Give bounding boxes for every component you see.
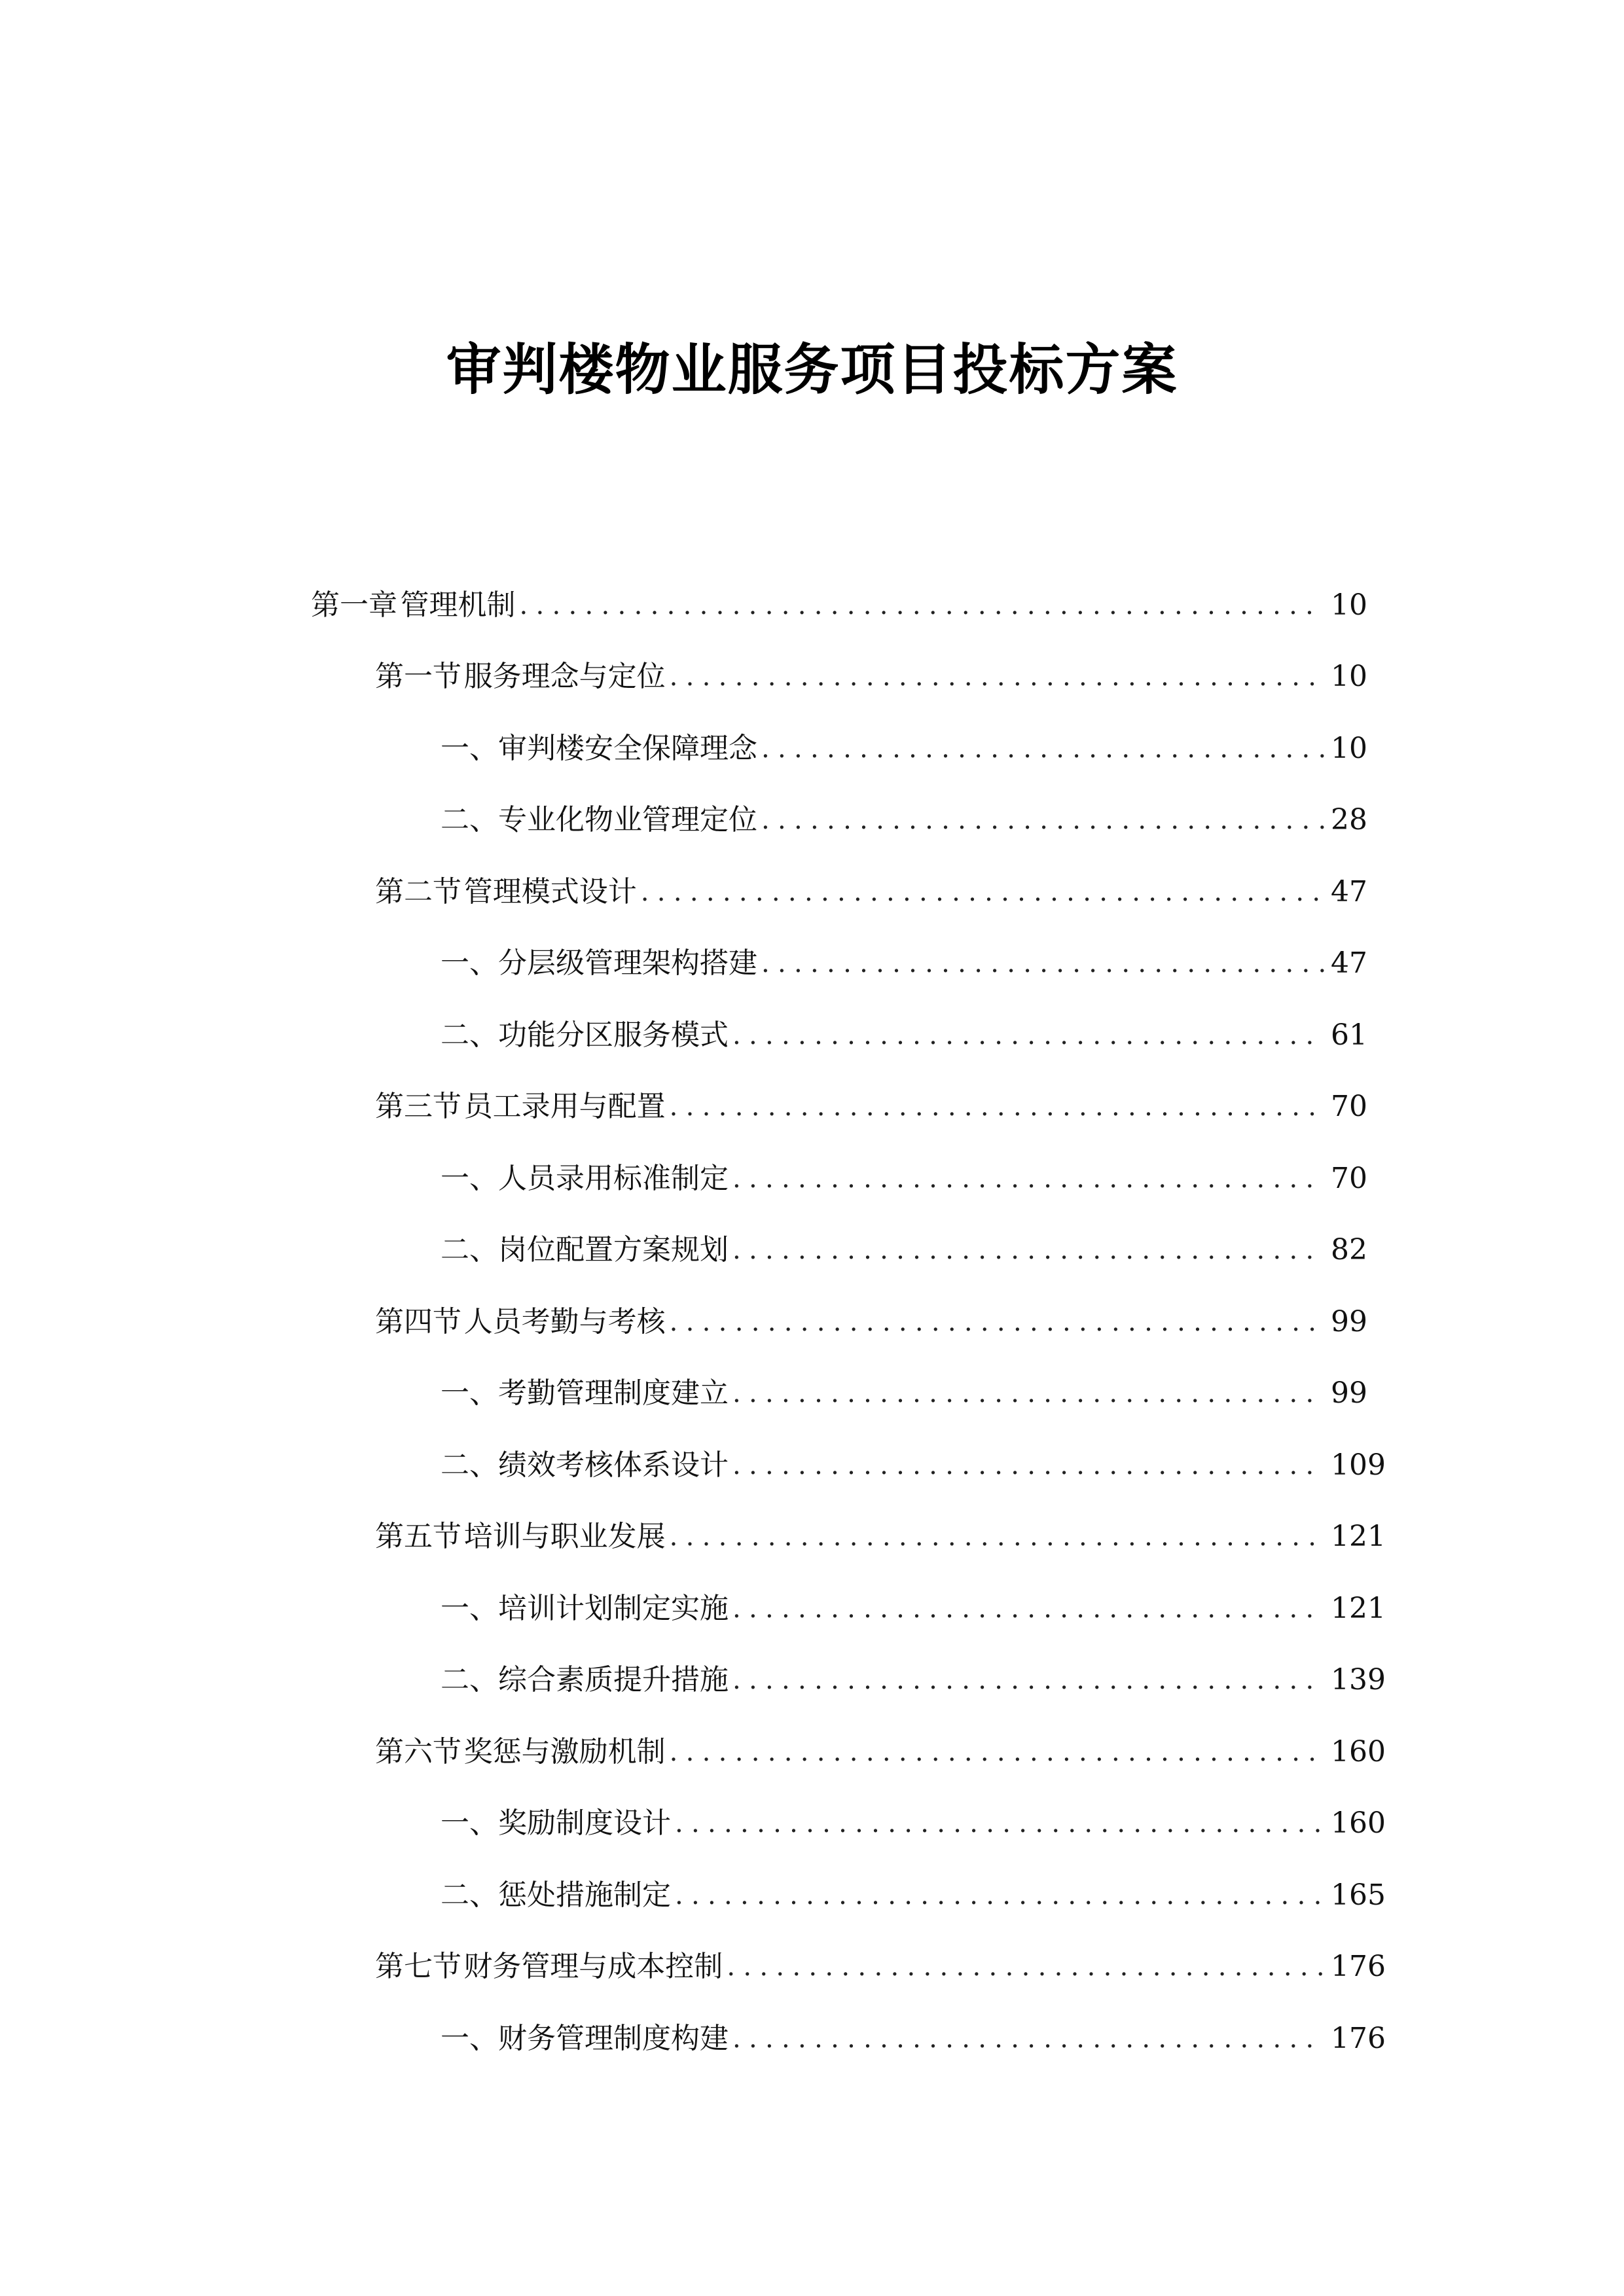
toc-entry[interactable] — [0, 569, 1624, 641]
toc-dot-leader — [670, 1732, 1324, 1772]
toc-entry-number: 第一节 — [375, 660, 461, 694]
toc-entry[interactable] — [0, 713, 1624, 785]
document-title: 审判楼物业服务项目投标方案 — [446, 338, 1178, 402]
toc-entry[interactable] — [0, 785, 1624, 857]
toc-entry-number: 二、 — [441, 1878, 498, 1912]
toc-entry[interactable] — [0, 1358, 1624, 1430]
toc-entry-page-number: 47 — [1331, 946, 1367, 980]
toc-entry[interactable] — [0, 1429, 1624, 1501]
toc-entry-number: 二、 — [441, 1018, 498, 1052]
toc-entry-number: 第五节 — [375, 1520, 461, 1554]
toc-entry[interactable] — [0, 856, 1624, 928]
toc-entry-number: 第七节 — [375, 1950, 461, 1984]
toc-entry-title: 人员考勤与考核 — [463, 1304, 666, 1338]
toc-entry[interactable] — [0, 1143, 1624, 1215]
toc-entry-number: 一、 — [441, 731, 498, 765]
toc-entry[interactable] — [0, 641, 1624, 713]
toc-entry-title: 财务管理制度构建 — [498, 2021, 729, 2055]
toc-entry-title: 服务理念与定位 — [463, 660, 666, 694]
toc-entry-page-number: 47 — [1331, 874, 1367, 908]
toc-entry[interactable] — [0, 1215, 1624, 1287]
toc-entry-title: 专业化物业管理定位 — [498, 803, 757, 837]
toc-entry[interactable] — [0, 999, 1624, 1071]
toc-entry-number: 一、 — [441, 2021, 498, 2055]
toc-dot-leader — [732, 1159, 1324, 1198]
toc-entry-number: 一、 — [441, 946, 498, 980]
toc-entry-page-number: 176 — [1331, 2021, 1386, 2055]
toc-entry-title: 审判楼安全保障理念 — [498, 731, 757, 765]
toc-entry-page-number: 121 — [1331, 1591, 1386, 1625]
toc-entry-page-number: 70 — [1331, 1161, 1367, 1195]
toc-entry-title: 奖励制度设计 — [498, 1806, 671, 1840]
toc-dot-leader — [761, 800, 1324, 840]
toc-entry-number: 二、 — [441, 803, 498, 837]
toc-entry-number: 一、 — [441, 1161, 498, 1195]
toc-entry-title: 奖惩与激励机制 — [463, 1734, 666, 1768]
toc-dot-leader — [732, 1660, 1324, 1700]
toc-dot-leader — [675, 1876, 1324, 1915]
toc-entry-page-number: 176 — [1331, 1950, 1386, 1984]
toc-entry-page-number: 165 — [1331, 1878, 1386, 1912]
toc-entry-page-number: 109 — [1331, 1448, 1386, 1482]
toc-entry[interactable] — [0, 1645, 1624, 1717]
toc-entry-page-number: 160 — [1331, 1806, 1386, 1840]
toc-dot-leader — [675, 1804, 1324, 1843]
toc-dot-leader — [732, 1374, 1324, 1413]
toc-entry-title: 考勤管理制度建立 — [498, 1376, 729, 1410]
toc-dot-leader — [761, 729, 1324, 768]
toc-dot-leader — [670, 1517, 1324, 1556]
toc-entry[interactable] — [0, 1286, 1624, 1358]
toc-dot-leader — [732, 1446, 1324, 1485]
toc-entry-title: 员工录用与配置 — [463, 1090, 666, 1124]
toc-entry-title: 人员录用标准制定 — [498, 1161, 729, 1195]
toc-entry-page-number: 121 — [1331, 1520, 1386, 1554]
toc-entry[interactable] — [0, 1859, 1624, 1931]
toc-dot-leader — [732, 2019, 1324, 2058]
toc-entry[interactable] — [0, 1788, 1624, 1860]
toc-entry-page-number: 82 — [1331, 1233, 1367, 1267]
toc-entry[interactable] — [0, 928, 1624, 1000]
toc-entry-number: 一、 — [441, 1376, 498, 1410]
toc-entry-number: 第六节 — [375, 1734, 461, 1768]
toc-entry-number: 一、 — [441, 1591, 498, 1625]
toc-entry[interactable] — [0, 2003, 1624, 2075]
toc-entry-title: 培训计划制定实施 — [498, 1591, 729, 1625]
toc-dot-leader — [732, 1230, 1324, 1270]
toc-entry-page-number: 99 — [1331, 1304, 1367, 1338]
toc-entry-number: 二、 — [441, 1233, 498, 1267]
toc-entry[interactable] — [0, 1573, 1624, 1645]
toc-entry-page-number: 99 — [1331, 1376, 1367, 1410]
toc-entry-number: 第三节 — [375, 1090, 461, 1124]
toc-entry-page-number: 70 — [1331, 1090, 1367, 1124]
toc-entry[interactable] — [0, 1071, 1624, 1143]
toc-entry-title: 分层级管理架构搭建 — [498, 946, 757, 980]
toc-entry[interactable] — [0, 1716, 1624, 1788]
toc-dot-leader — [670, 1302, 1324, 1342]
toc-entry-page-number: 139 — [1331, 1663, 1386, 1697]
toc-entry-title: 绩效考核体系设计 — [498, 1448, 729, 1482]
toc-entry-title: 管理模式设计 — [463, 874, 637, 908]
toc-entry-page-number: 61 — [1331, 1018, 1367, 1052]
toc-entry-number: 第二节 — [375, 874, 461, 908]
toc-entry-title: 综合素质提升措施 — [498, 1663, 729, 1697]
toc-dot-leader — [641, 872, 1324, 912]
toc-entry-number: 二、 — [441, 1663, 498, 1697]
toc-dot-leader — [519, 586, 1324, 625]
toc-entry-page-number: 10 — [1331, 588, 1367, 622]
toc-dot-leader — [732, 1589, 1324, 1628]
table-of-contents — [0, 569, 1624, 2075]
toc-dot-leader — [727, 1947, 1324, 1986]
toc-entry-title: 功能分区服务模式 — [498, 1018, 729, 1052]
toc-entry-page-number: 28 — [1331, 803, 1367, 837]
toc-entry-title: 惩处措施制定 — [498, 1878, 671, 1912]
toc-entry-number: 一、 — [441, 1806, 498, 1840]
toc-entry-title: 岗位配置方案规划 — [498, 1233, 729, 1267]
toc-entry-page-number: 10 — [1331, 660, 1367, 694]
toc-dot-leader — [670, 1087, 1324, 1126]
toc-entry[interactable] — [0, 1501, 1624, 1573]
toc-dot-leader — [670, 657, 1324, 696]
toc-entry-title: 财务管理与成本控制 — [463, 1950, 723, 1984]
toc-entry-title: 培训与职业发展 — [463, 1520, 666, 1554]
toc-entry-number: 第四节 — [375, 1304, 461, 1338]
toc-dot-leader — [761, 944, 1324, 983]
toc-dot-leader — [732, 1016, 1324, 1055]
toc-entry-number: 二、 — [441, 1448, 498, 1482]
toc-entry-title: 管理机制 — [400, 588, 516, 622]
toc-entry-number: 第一章 — [311, 588, 397, 622]
toc-entry[interactable] — [0, 1931, 1624, 2003]
toc-entry-page-number: 160 — [1331, 1734, 1386, 1768]
toc-entry-page-number: 10 — [1331, 731, 1367, 765]
